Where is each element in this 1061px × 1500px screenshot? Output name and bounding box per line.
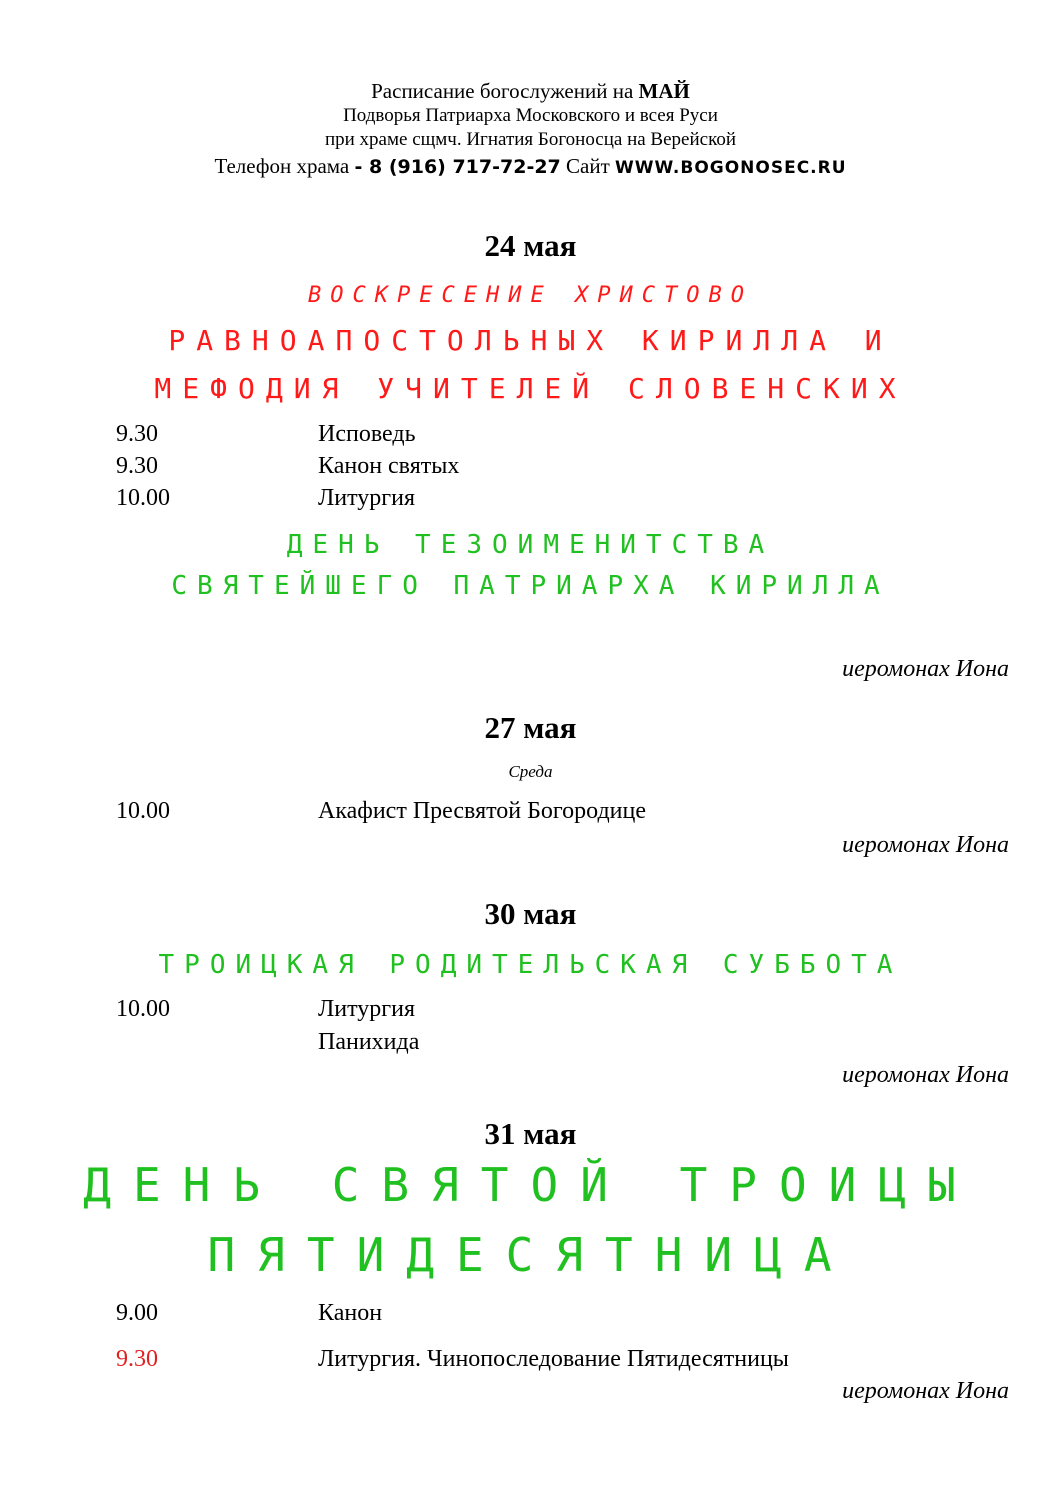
day-date: 30 мая xyxy=(484,896,577,931)
priest-name: иеромонах Иона xyxy=(842,1062,1009,1088)
feast-title: ДЕНЬ ТЕЗОИМЕНИТСТВА xyxy=(286,530,775,560)
phone-number: - 8 (916) 717-72-27 xyxy=(354,156,561,178)
service-name: Литургия. Чинопоследование Пятидесятницы xyxy=(318,1346,789,1372)
day-date: 31 мая xyxy=(484,1116,577,1151)
feast-title: ДЕНЬ СВЯТОЙ ТРОИЦЫ xyxy=(83,1158,978,1212)
service-time: 9.00 xyxy=(116,1300,158,1326)
priest-name: иеромонах Иона xyxy=(842,832,1009,858)
service-time: 9.30 xyxy=(116,1346,158,1372)
service-name: Акафист Пресвятой Богородице xyxy=(318,798,647,824)
service-name: Канон святых xyxy=(318,453,460,479)
feast-title: ВОСКРЕСЕНИЕ ХРИСТОВО xyxy=(308,283,753,308)
day-date: 27 мая xyxy=(484,710,577,745)
service-row xyxy=(116,1027,419,1057)
service-time: 9.30 xyxy=(116,421,158,447)
header-subtitle: Подворья Патриарха Московского и всея Руси xyxy=(343,105,718,126)
priest-name: иеромонах Иона xyxy=(842,1378,1009,1404)
header-church: при храме сщмч. Игнатия Богоносца на Верейской xyxy=(324,129,737,150)
service-row xyxy=(116,419,416,449)
service-time: 10.00 xyxy=(116,798,170,824)
service-name: Исповедь xyxy=(318,421,416,447)
service-row xyxy=(116,994,415,1024)
header-contacts: Телефон храма - 8 (916) 717-72-27 Сайт WWW.BOGONOSEC.RU xyxy=(214,154,847,178)
service-row xyxy=(116,451,459,481)
service-row xyxy=(116,1344,789,1374)
service-row xyxy=(116,796,646,826)
feast-title: РАВНОАПОСТОЛЬНЫХ КИРИЛЛА И xyxy=(168,324,893,357)
header-title: Расписание богослужений на МАЙ xyxy=(371,79,690,103)
feast-title: ТРОИЦКАЯ РОДИТЕЛЬСКАЯ СУББОТА xyxy=(158,950,903,980)
service-time: 9.30 xyxy=(116,453,158,479)
feast-title: СВЯТЕЙШЕГО ПАТРИАРХА КИРИЛЛА xyxy=(171,571,890,601)
service-name: Литургия xyxy=(318,996,416,1022)
service-name: Панихида xyxy=(318,1029,420,1055)
feast-title: ПЯТИДЕСЯТНИЦА xyxy=(207,1228,854,1282)
priest-name: иеромонах Иона xyxy=(842,656,1009,682)
day-date: 24 мая xyxy=(484,228,577,263)
schedule-header xyxy=(0,78,1061,182)
service-name: Канон xyxy=(318,1300,383,1326)
service-row xyxy=(116,483,415,513)
service-time: 10.00 xyxy=(116,996,170,1022)
site-url: WWW.BOGONOSEC.RU xyxy=(615,158,847,178)
service-name: Литургия xyxy=(318,485,416,511)
header-month: МАЙ xyxy=(638,79,690,103)
service-row xyxy=(116,1298,382,1328)
service-time: 10.00 xyxy=(116,485,170,511)
feast-title: МЕФОДИЯ УЧИТЕЛЕЙ СЛОВЕНСКИХ xyxy=(154,372,907,405)
weekday: Среда xyxy=(508,762,553,781)
